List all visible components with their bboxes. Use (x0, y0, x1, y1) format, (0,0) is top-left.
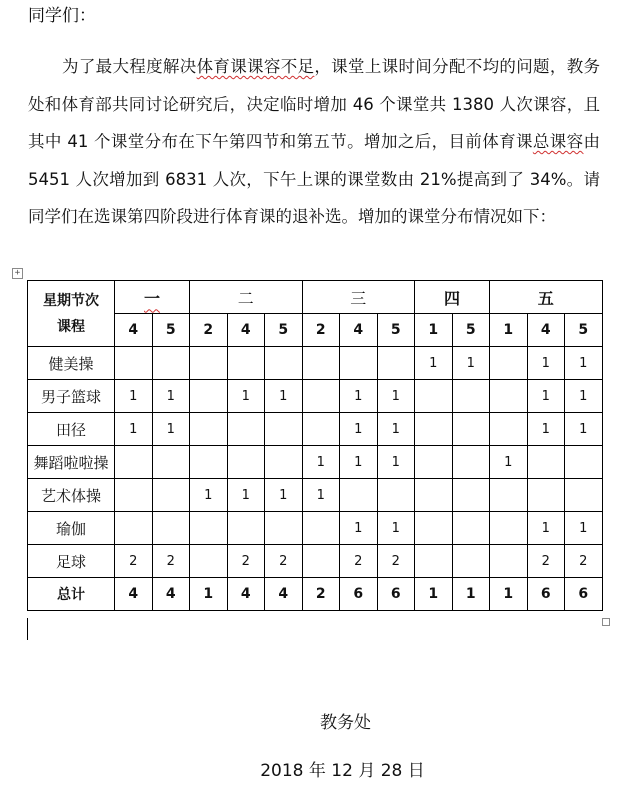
table-row (28, 479, 603, 512)
table-cell (115, 347, 153, 380)
table-cell: 1 (190, 479, 228, 512)
table-cell (302, 380, 340, 413)
table-cell (490, 380, 528, 413)
total-cell: 4 (152, 578, 190, 611)
table-cell: 1 (302, 446, 340, 479)
table-cell (490, 413, 528, 446)
table-cell (152, 479, 190, 512)
table-cell (190, 545, 228, 578)
table-row (28, 545, 603, 578)
course-rows (28, 347, 603, 578)
course-name: 健美操 (28, 347, 115, 380)
total-cell: 4 (227, 578, 265, 611)
period-header: 2 (302, 314, 340, 347)
table-cell: 1 (340, 446, 378, 479)
period-header: 4 (115, 314, 153, 347)
total-cell: 4 (265, 578, 303, 611)
total-cell: 6 (527, 578, 565, 611)
course-name: 瑜伽 (28, 512, 115, 545)
text-cursor (27, 618, 28, 640)
corner-header-bottom: 课程 (57, 318, 85, 335)
course-name: 舞蹈啦啦操 (28, 446, 115, 479)
table-row (28, 380, 603, 413)
table-cell (190, 380, 228, 413)
table-cell (452, 512, 490, 545)
table-cell: 1 (152, 413, 190, 446)
table-cell (415, 545, 453, 578)
table-cell (152, 512, 190, 545)
table-cell (227, 347, 265, 380)
table-row (28, 413, 603, 446)
header-row-days (28, 281, 603, 314)
course-name: 男子篮球 (28, 380, 115, 413)
table-cell (415, 479, 453, 512)
table-cell: 1 (340, 512, 378, 545)
table-cell: 1 (152, 380, 190, 413)
table-cell (415, 380, 453, 413)
total-cell: 6 (565, 578, 603, 611)
schedule-table (27, 280, 603, 611)
period-header: 4 (527, 314, 565, 347)
table-resize-handle[interactable] (602, 618, 610, 626)
table-cell (265, 446, 303, 479)
table-cell: 1 (302, 479, 340, 512)
table-cell (452, 446, 490, 479)
table-row (28, 512, 603, 545)
table-cell (490, 479, 528, 512)
corner-header-cell (28, 281, 115, 347)
table-cell (452, 380, 490, 413)
table-row (28, 446, 603, 479)
table-cell: 1 (227, 380, 265, 413)
table-cell (152, 347, 190, 380)
table-cell: 1 (565, 413, 603, 446)
total-cell: 1 (452, 578, 490, 611)
course-name: 足球 (28, 545, 115, 578)
total-label: 总计 (28, 578, 115, 611)
table-row (28, 347, 603, 380)
total-cell: 6 (377, 578, 415, 611)
table-move-handle-icon[interactable]: + (12, 268, 23, 279)
total-cell: 1 (190, 578, 228, 611)
spellcheck-highlight-2[interactable]: 总课容 (532, 132, 584, 151)
table-cell (190, 413, 228, 446)
total-cell: 2 (302, 578, 340, 611)
table-cell: 2 (152, 545, 190, 578)
table-cell (340, 347, 378, 380)
table-cell (302, 413, 340, 446)
spellcheck-highlight-1[interactable]: 体育课课容不足 (196, 57, 315, 76)
signer: 教务处 (320, 713, 371, 733)
period-header: 1 (490, 314, 528, 347)
table-cell (115, 446, 153, 479)
day-header-fri: 五 (490, 281, 603, 314)
total-cell: 1 (490, 578, 528, 611)
table-cell: 2 (227, 545, 265, 578)
table-cell (265, 347, 303, 380)
table-cell: 1 (115, 380, 153, 413)
notice-paragraph (28, 48, 600, 236)
table-cell: 1 (452, 347, 490, 380)
table-cell (490, 347, 528, 380)
date: 2018 年 12 月 28 日 (260, 761, 425, 781)
table-cell: 1 (527, 347, 565, 380)
table-cell (190, 512, 228, 545)
table-cell (377, 347, 415, 380)
day-header-tue: 二 (190, 281, 303, 314)
table-cell: 1 (490, 446, 528, 479)
table-cell: 2 (565, 545, 603, 578)
day-header-wed: 三 (302, 281, 415, 314)
total-cell: 6 (340, 578, 378, 611)
table-cell: 1 (340, 380, 378, 413)
table-cell (527, 479, 565, 512)
table-cell (302, 347, 340, 380)
table-cell: 1 (227, 479, 265, 512)
period-header: 5 (565, 314, 603, 347)
corner-header-top: 星期节次 (43, 292, 99, 309)
table-cell (152, 446, 190, 479)
table-cell (265, 413, 303, 446)
table-cell: 1 (565, 347, 603, 380)
table-cell (265, 512, 303, 545)
table-cell: 1 (377, 413, 415, 446)
table-cell: 1 (527, 413, 565, 446)
period-header: 4 (340, 314, 378, 347)
table-cell (227, 512, 265, 545)
table-cell (565, 479, 603, 512)
table-cell: 2 (377, 545, 415, 578)
course-name: 田径 (28, 413, 115, 446)
table-cell (415, 446, 453, 479)
table-cell: 2 (115, 545, 153, 578)
table-cell (302, 545, 340, 578)
day-header-thu: 四 (415, 281, 490, 314)
table-cell: 1 (527, 512, 565, 545)
notice-text-1: 为了最大程度解决 (62, 57, 197, 76)
table-cell (490, 545, 528, 578)
period-header: 5 (265, 314, 303, 347)
header-row-periods (28, 314, 603, 347)
table-cell (415, 512, 453, 545)
table-cell (377, 479, 415, 512)
table-cell (227, 413, 265, 446)
table-cell (302, 512, 340, 545)
table-cell: 1 (265, 479, 303, 512)
table-cell: 2 (340, 545, 378, 578)
table-cell (115, 512, 153, 545)
table-cell (452, 545, 490, 578)
table-cell (565, 446, 603, 479)
period-header: 5 (152, 314, 190, 347)
total-cell: 1 (415, 578, 453, 611)
table-cell (527, 446, 565, 479)
table-cell (340, 479, 378, 512)
notice-text-3: 由 5451 人次增加到 6831 人次，下午上课的课堂数由 21%提高到了 34%。请同学们在选课第四阶段进行体育课的退补选。增加的课堂分布情况如下： (28, 132, 600, 226)
table-cell: 1 (377, 380, 415, 413)
table-cell: 1 (115, 413, 153, 446)
period-header: 5 (377, 314, 415, 347)
table-cell: 1 (377, 446, 415, 479)
table-cell: 1 (415, 347, 453, 380)
table-cell (190, 347, 228, 380)
greeting: 同学们： (28, 6, 96, 26)
period-header: 4 (227, 314, 265, 347)
table-cell: 1 (565, 512, 603, 545)
total-cell: 4 (115, 578, 153, 611)
table-cell (452, 413, 490, 446)
table-cell (452, 479, 490, 512)
table-cell: 1 (565, 380, 603, 413)
table-cell: 1 (265, 380, 303, 413)
period-header: 2 (190, 314, 228, 347)
table-cell (227, 446, 265, 479)
table-cell: 2 (527, 545, 565, 578)
table-cell (490, 512, 528, 545)
notice-text-2: ，课堂上课时间分配不均的问题，教务处和体育部共同讨论研究后，决定临时增加 46 个课堂共 1380 人次课容，且其中 41 个课堂分布在下午第四节和第五节。增加之后，目前体育课 (28, 57, 601, 151)
course-name: 艺术体操 (28, 479, 115, 512)
day-header-mon: 一 (115, 281, 190, 314)
table-cell (190, 446, 228, 479)
table-cell (415, 413, 453, 446)
table-cell: 1 (377, 512, 415, 545)
period-header: 5 (452, 314, 490, 347)
total-row (28, 578, 603, 611)
table-cell: 1 (527, 380, 565, 413)
table-cell: 2 (265, 545, 303, 578)
period-header: 1 (415, 314, 453, 347)
table-cell: 1 (340, 413, 378, 446)
table-cell (115, 479, 153, 512)
